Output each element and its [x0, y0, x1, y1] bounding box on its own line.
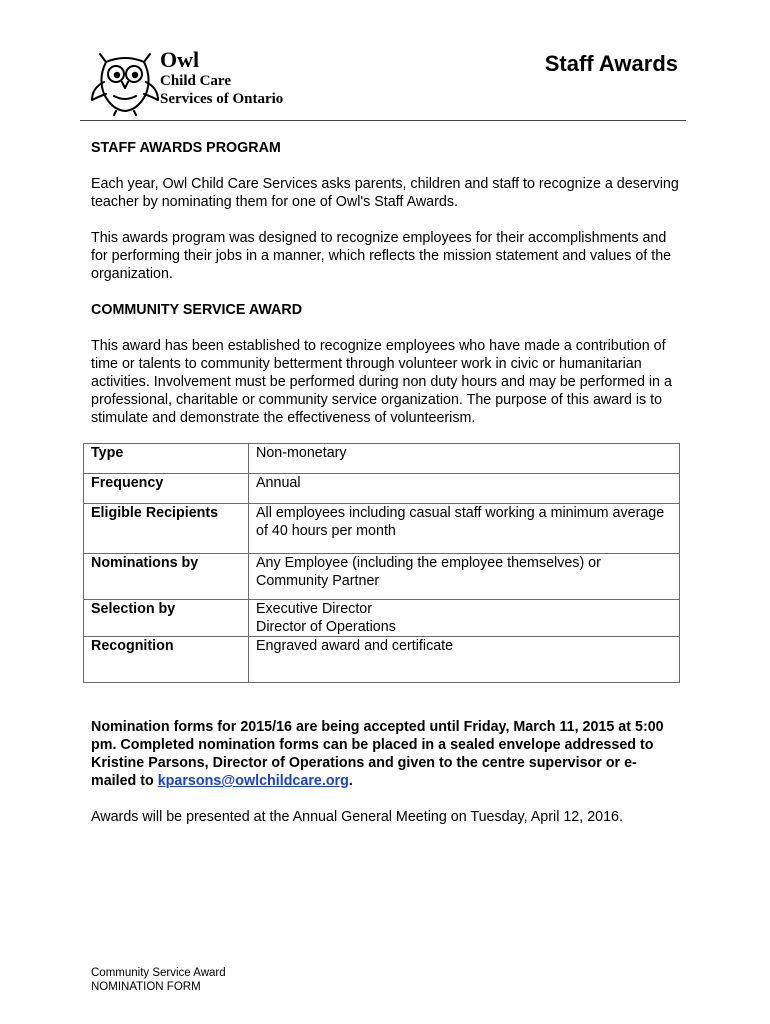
program-paragraph-1: Each year, Owl Child Care Services asks parents, children and staff to recognize a deserving teacher by nominating them for one of Owl's Staff Awards.: [91, 176, 679, 210]
row-value-line: Executive Director: [256, 601, 373, 617]
row-label: Frequency: [84, 474, 249, 504]
program-paragraph-2: This awards program was designed to recognize employees for their accomplishments and for performing their jobs in a manner, which reflects the mission statement and values of the organization.: [91, 230, 672, 282]
table-row: [84, 474, 680, 504]
table-row: [84, 504, 680, 554]
program-heading: STAFF AWARDS PROGRAM: [91, 140, 281, 156]
row-label: Type: [84, 444, 249, 474]
table-row: [84, 554, 680, 600]
footer: [91, 966, 226, 994]
row-value: Non-monetary: [249, 444, 680, 474]
org-name: Owl: [160, 47, 200, 72]
row-label: Recognition: [84, 637, 249, 683]
row-value: [249, 600, 680, 637]
row-label: Selection by: [84, 600, 249, 637]
table-row: [84, 637, 680, 683]
table-row: [84, 444, 680, 474]
award-heading: COMMUNITY SERVICE AWARD: [91, 302, 303, 318]
award-details-table: [83, 443, 680, 683]
notice-end: .: [348, 773, 353, 789]
row-label: Nominations by: [84, 554, 249, 600]
nomination-notice: [91, 718, 681, 790]
notice-text: Nomination forms for 2015/16 are being accepted until Friday, March 11, 2015 at 5:00 pm. Completed nomination forms can be placed in a sealed envelope addressed to Kristine Parsons, Director of Operations and given to the centre supervisor or e-mailed to: [91, 719, 664, 789]
org-line-3: Services of Ontario: [160, 91, 284, 107]
row-value-line: Director of Operations: [256, 619, 396, 635]
document-title: Staff Awards: [544, 51, 678, 76]
owl-logo-icon: [88, 44, 162, 116]
row-value: Engraved award and certificate: [249, 637, 680, 683]
header-divider: [80, 120, 686, 121]
body-content: [91, 139, 681, 445]
org-line-2: Child Care: [160, 73, 231, 89]
email-link[interactable]: kparsons@owlchildcare.org: [157, 773, 349, 789]
award-paragraph: This award has been established to recognize employees who have made a contribution of time or talents to community betterment through volunteer work in civic or humanitarian activities. Involvement must be performed during non duty hours and may be performed in a professional, charitable or community service organization. The purpose of this award is to stimulate and demonstrate the effectiveness of volunteerism.: [91, 338, 672, 426]
row-value: Annual: [249, 474, 680, 504]
row-value: All employees including casual staff working a minimum average of 40 hours per month: [249, 504, 680, 554]
footer-line-1: Community Service Award: [91, 967, 226, 979]
closing-paragraph: Awards will be presented at the Annual General Meeting on Tuesday, April 12, 2016.: [91, 809, 623, 825]
table-row: [84, 600, 680, 637]
footer-line-2: NOMINATION FORM: [91, 981, 201, 993]
row-label: Eligible Recipients: [84, 504, 249, 554]
organization-name: [160, 48, 283, 108]
row-value: Any Employee (including the employee themselves) or Community Partner: [249, 554, 680, 600]
